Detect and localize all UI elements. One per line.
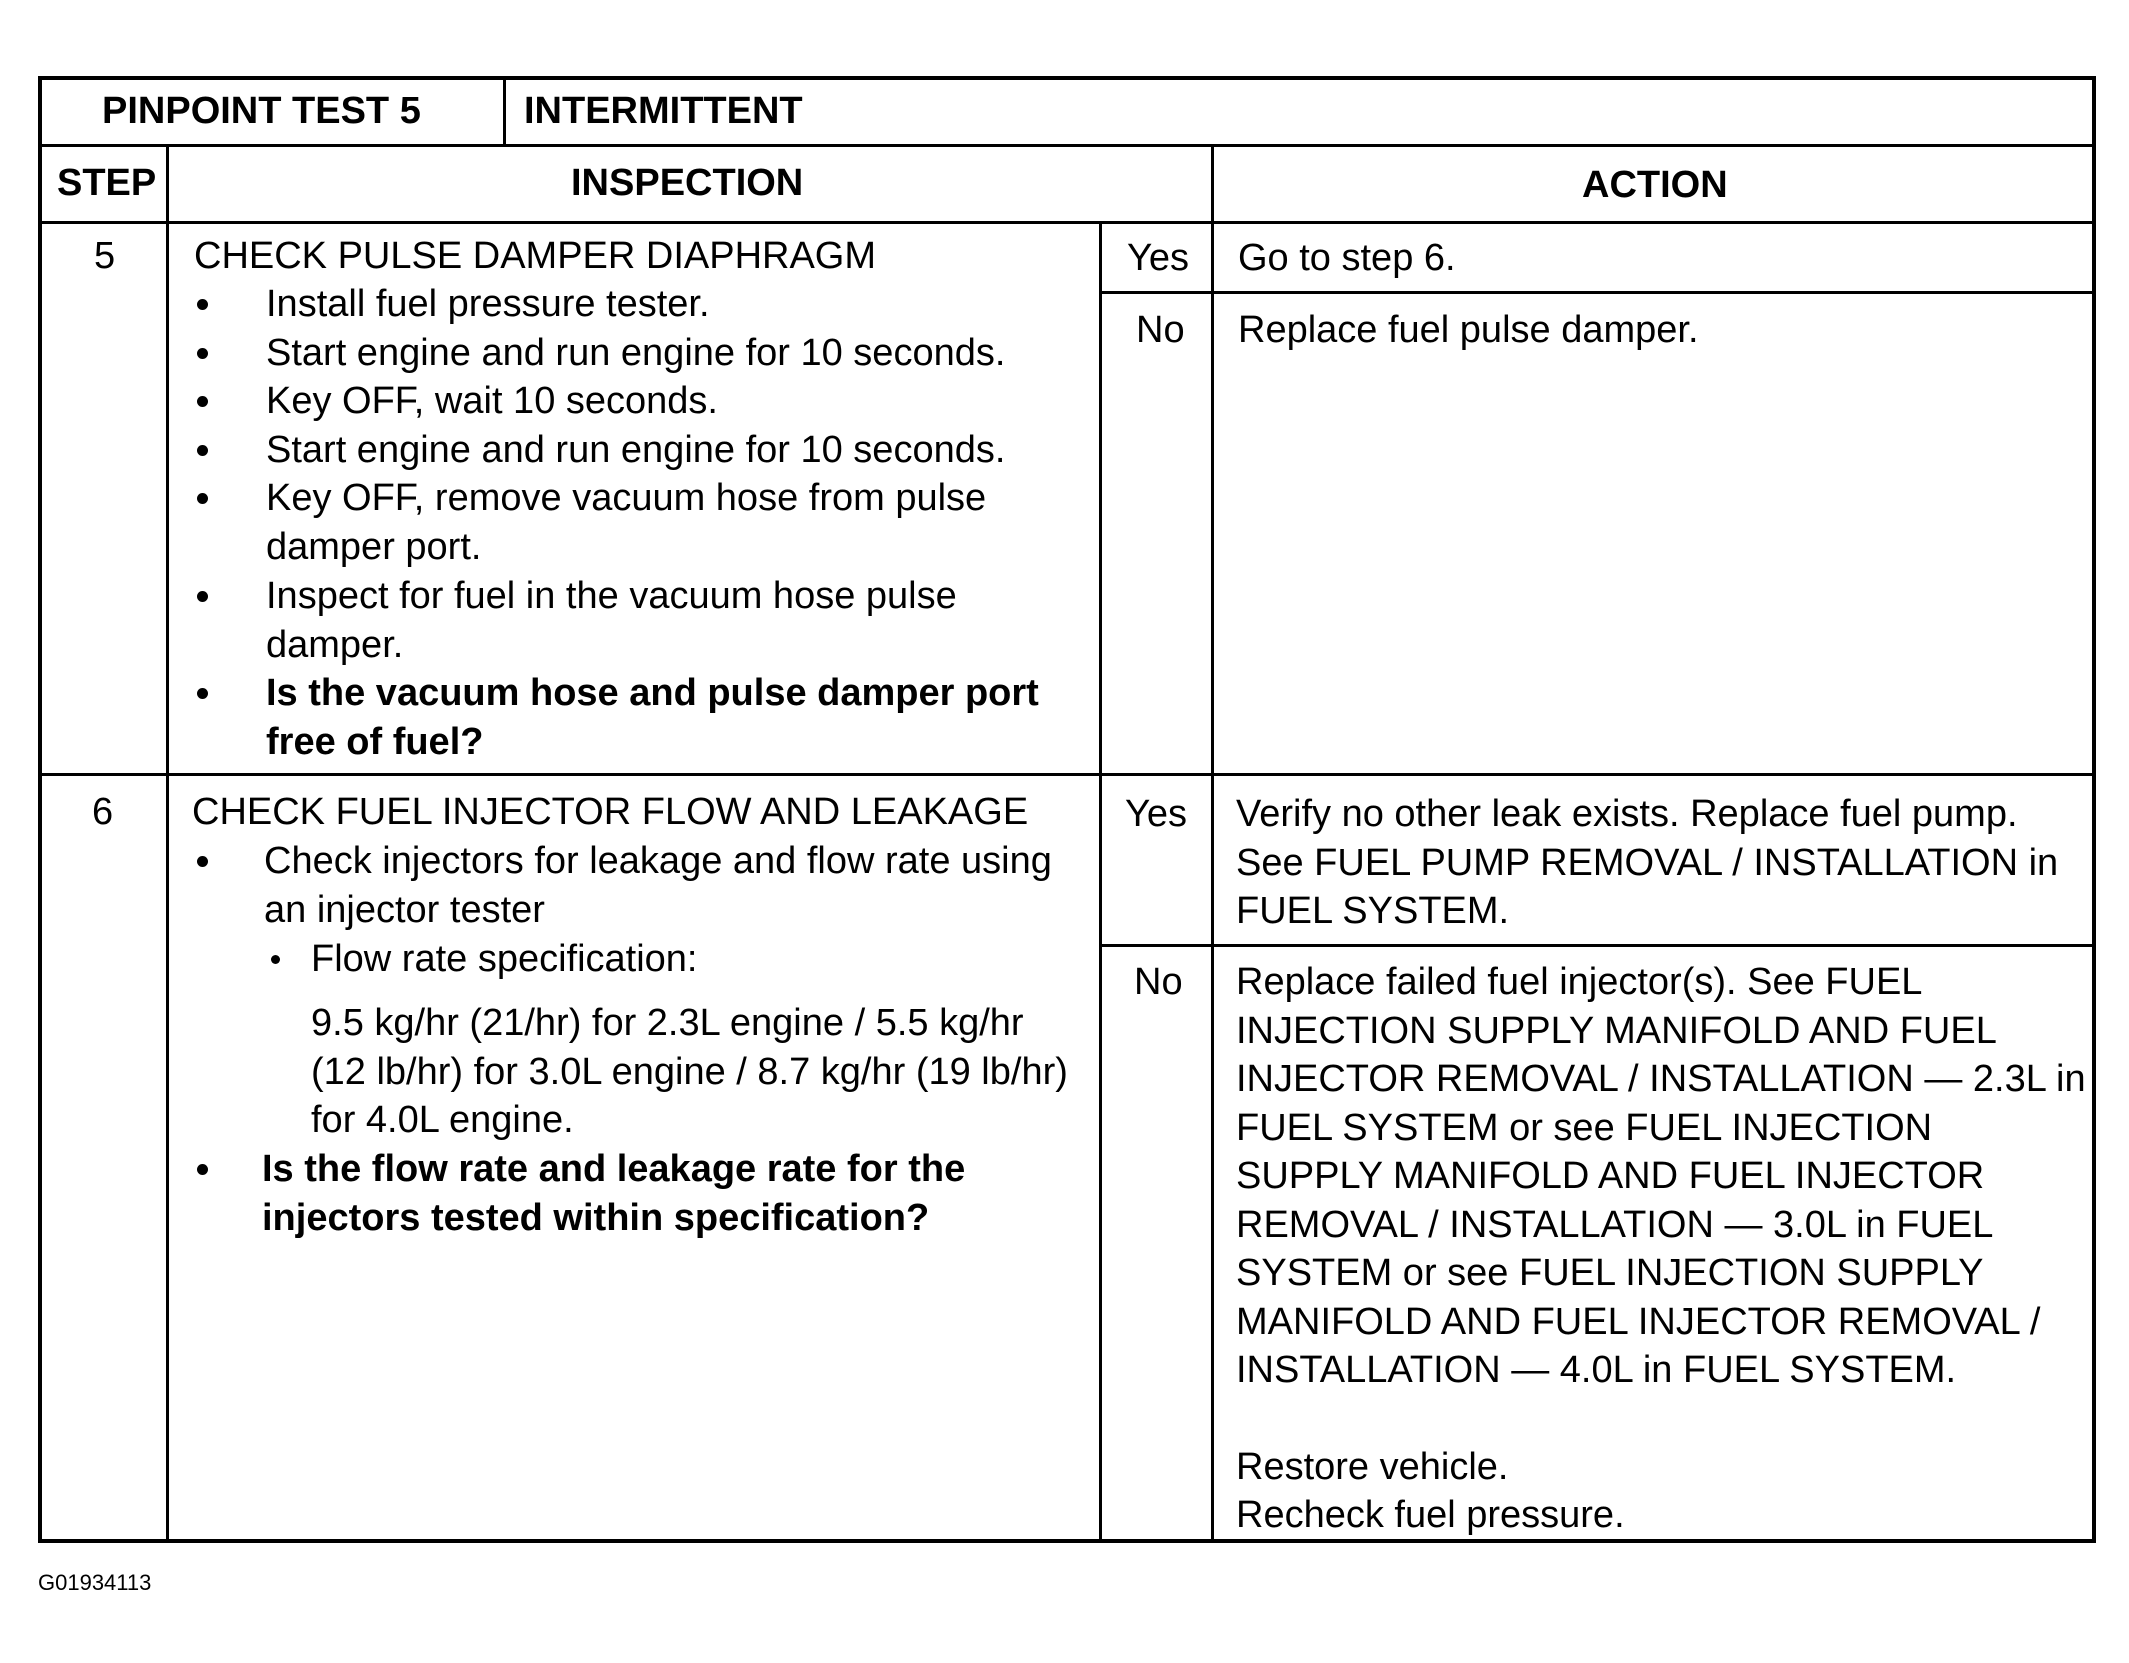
step-number: 6 — [92, 791, 114, 833]
bullet-icon — [197, 445, 208, 456]
bullet-icon — [197, 1164, 208, 1175]
bullet-icon — [197, 856, 208, 867]
divider-step-column — [166, 146, 169, 1543]
yes-label: Yes — [1127, 237, 1189, 279]
yes-action: Verify no other leak exists. Replace fuel pump. See FUEL PUMP REMOVAL / INSTALLATION in FUEL SYSTEM. — [1236, 793, 2059, 932]
no-action: Replace fuel pulse damper. — [1238, 309, 1699, 351]
bullet-icon — [197, 299, 208, 310]
inspection-question: Is the vacuum hose and pulse damper port free of fuel? — [266, 672, 1039, 763]
bullet-icon — [197, 348, 208, 359]
inspection-question: Is the flow rate and leakage rate for the injectors tested within specification? — [262, 1148, 966, 1239]
step-number: 5 — [94, 235, 116, 277]
bullet-icon — [197, 591, 208, 602]
no-action-followup: Recheck fuel pressure. — [1236, 1494, 1625, 1536]
bullet-icon — [197, 396, 208, 407]
no-action-followup: Restore vehicle. — [1236, 1446, 1509, 1488]
figure-id: G01934113 — [38, 1570, 152, 1595]
step-title: CHECK FUEL INJECTOR FLOW AND LEAKAGE — [192, 791, 1029, 833]
divider-step-row — [38, 773, 2096, 776]
bullet-icon — [271, 955, 280, 964]
bullet-icon — [197, 688, 208, 699]
divider-title-cell — [503, 76, 506, 146]
column-header-step: STEP — [57, 162, 157, 204]
yes-action: Go to step 6. — [1238, 237, 1456, 279]
inspection-item: Inspect for fuel in the vacuum hose pulse damper. — [266, 575, 957, 666]
test-name: INTERMITTENT — [524, 90, 803, 132]
inspection-item: Key OFF, wait 10 seconds. — [266, 380, 718, 422]
bullet-icon — [197, 493, 208, 504]
no-label: No — [1134, 961, 1183, 1003]
inspection-item: Check injectors for leakage and flow rate using an injector tester — [264, 840, 1052, 931]
divider-header-row — [38, 221, 2096, 224]
inspection-item: Key OFF, remove vacuum hose from pulse damper port. — [266, 477, 987, 568]
no-action: Replace failed fuel injector(s). See FUEL INJECTION SUPPLY MANIFOLD AND FUEL INJECTOR REMOVAL / INSTALLATION — 2.3L in FUEL SYSTEM or see FUEL INJECTION SUPPLY MANIFOLD AND FUEL INJECTOR REMOVAL / INSTALLATION — 3.0L in FUEL SYSTEM or see FUEL INJECTION SUPPLY MANIFOLD AND FUEL INJECTOR REMOVAL / INSTALLATION — 4.0L in FUEL SYSTEM. — [1236, 961, 2086, 1391]
divider-title-row — [38, 144, 2096, 147]
step-title: CHECK PULSE DAMPER DIAPHRAGM — [194, 235, 877, 277]
inspection-item: Install fuel pressure tester. — [266, 283, 710, 325]
inspection-item: Start engine and run engine for 10 seconds. — [266, 429, 1006, 471]
inspection-subitem: Flow rate specification: — [311, 938, 698, 980]
test-label: PINPOINT TEST 5 — [102, 90, 421, 132]
column-header-inspection: INSPECTION — [571, 162, 804, 204]
inspection-item: Start engine and run engine for 10 seconds. — [266, 332, 1006, 374]
divider-inspection-column — [1099, 223, 1102, 1543]
yes-label: Yes — [1125, 793, 1187, 835]
flow-rate-specification: 9.5 kg/hr (21/hr) for 2.3L engine / 5.5 kg/hr (12 lb/hr) for 3.0L engine / 8.7 kg/hr (19 lb/hr) for 4.0L engine. — [311, 1002, 1068, 1141]
divider-step5-yes-no — [1099, 291, 2096, 294]
column-header-action: ACTION — [1582, 164, 1728, 206]
divider-action-column — [1211, 146, 1214, 1543]
no-label: No — [1136, 309, 1185, 351]
divider-step6-yes-no — [1099, 944, 2096, 947]
